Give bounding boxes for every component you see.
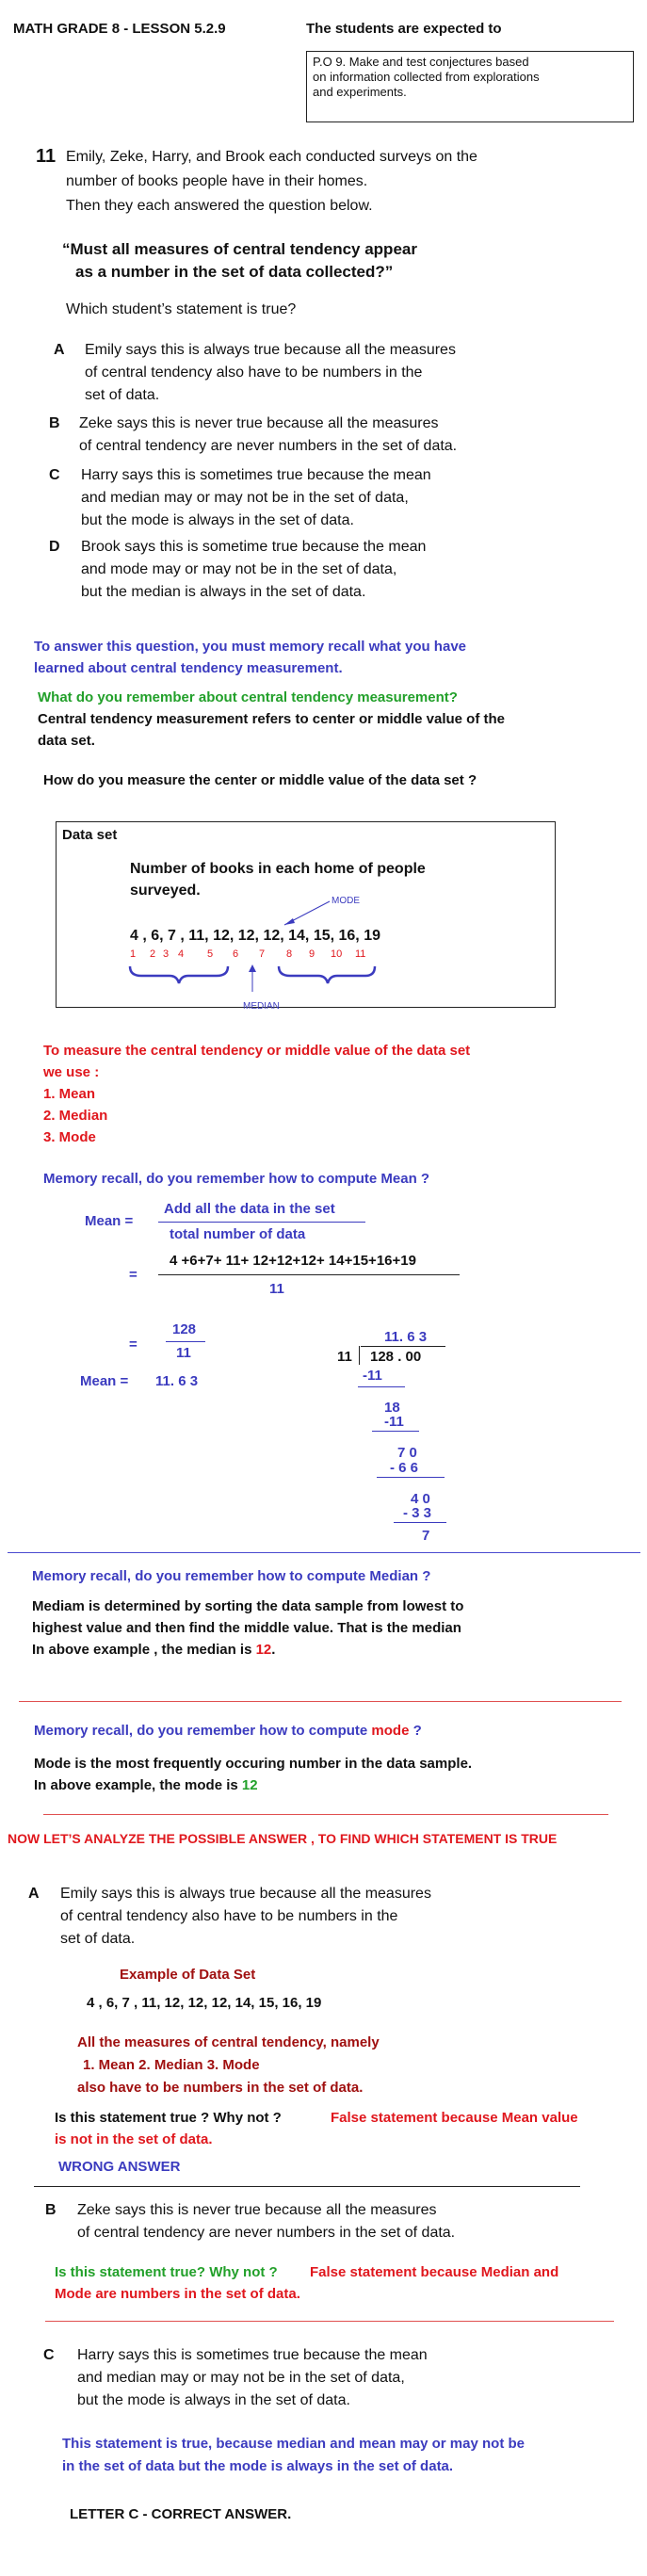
mean-numerator: Add all the data in the set bbox=[164, 1201, 335, 1217]
division-quotient: 11. 6 3 bbox=[384, 1329, 428, 1345]
analyze-c-verdict: in the set of data but the mode is always in the set of data. bbox=[62, 2458, 454, 2474]
example-title: Example of Data Set bbox=[120, 1967, 256, 1983]
section-divider bbox=[8, 1552, 640, 1553]
index-label: 5 bbox=[207, 948, 214, 960]
median-line: Mediam is determined by sorting the data sample from lowest to bbox=[32, 1598, 464, 1614]
mode-line: Mode is the most frequently occuring number in the data sample. bbox=[34, 1756, 473, 1772]
mode-example bbox=[34, 1777, 258, 1793]
division-step: - 3 3 bbox=[403, 1505, 432, 1521]
division-rule bbox=[372, 1431, 419, 1432]
division-bar bbox=[361, 1346, 445, 1347]
division-bracket bbox=[359, 1346, 360, 1365]
dataset-caption: surveyed. bbox=[130, 883, 201, 899]
division-step: -11 bbox=[384, 1414, 404, 1430]
intro-blue-line: To answer this question, you must memory recall what you have bbox=[34, 639, 467, 655]
index-label: 10 bbox=[331, 948, 343, 960]
analyze-b-line: Zeke says this is never true because all the measures bbox=[77, 2202, 437, 2218]
index-label: 9 bbox=[309, 948, 315, 960]
mean-heading: Memory recall, do you remember how to compute Mean ? bbox=[43, 1171, 430, 1187]
division-dividend: 128 . 00 bbox=[370, 1349, 422, 1365]
division-divisor: 11 bbox=[337, 1349, 352, 1365]
analyze-heading: NOW LET’S ANALYZE THE POSSIBLE ANSWER , TO FIND WHICH STATEMENT IS TRUE bbox=[8, 1831, 558, 1846]
measures-list: 1. Mean 2. Median 3. Mode bbox=[83, 2057, 260, 2073]
sum-fraction-bar bbox=[158, 1274, 460, 1275]
intro-black-line: Central tendency measurement refers to center or middle value of the bbox=[38, 711, 505, 727]
po-line-3: and experiments. bbox=[313, 85, 407, 99]
equals-sign: = bbox=[129, 1267, 137, 1283]
dataset-label: Data set bbox=[62, 827, 118, 843]
analyze-b-verdict: False statement because Median and bbox=[310, 2264, 559, 2280]
analyze-c-line: and median may or may not be in the set of data, bbox=[77, 2370, 405, 2386]
index-label: 7 bbox=[259, 948, 266, 960]
measure-line: 1. Mean bbox=[43, 1086, 96, 1102]
mean-label: Mean = bbox=[85, 1213, 134, 1229]
analyze-a-line: set of data. bbox=[60, 1931, 136, 1947]
mean-fraction-bar bbox=[158, 1222, 365, 1223]
question-number: 11 bbox=[36, 146, 57, 167]
measure-line: To measure the central tendency or middle value of the data set bbox=[43, 1043, 471, 1059]
analyze-c-letter: C bbox=[43, 2347, 55, 2363]
right-brace bbox=[279, 966, 375, 983]
intro-black-line: data set. bbox=[38, 733, 95, 749]
sum-expression: 4 +6+7+ 11+ 12+12+12+ 14+15+16+19 bbox=[170, 1253, 416, 1269]
analyze-b-ask: Is this statement true? Why not ? bbox=[55, 2264, 278, 2280]
measure-line: 2. Median bbox=[43, 1108, 108, 1124]
analyze-a-verdict: is not in the set of data. bbox=[55, 2131, 213, 2147]
division-step: 7 0 bbox=[397, 1445, 417, 1461]
question-ask: Which student’s statement is true? bbox=[66, 301, 297, 317]
option-d-letter: D bbox=[49, 539, 60, 555]
how-question: How do you measure the center or middle value of the data set ? bbox=[43, 772, 477, 788]
quote-line-2: as a number in the set of data collected?” bbox=[75, 263, 394, 281]
index-label: 1 bbox=[130, 948, 137, 960]
analyze-b-verdict: Mode are numbers in the set of data. bbox=[55, 2286, 300, 2302]
example-values: 4 , 6, 7 , 11, 12, 12, 12, 14, 15, 16, 19 bbox=[87, 1995, 322, 2011]
option-a-line: of central tendency also have to be numbers in the bbox=[85, 365, 423, 381]
option-a-line: set of data. bbox=[85, 387, 160, 403]
median-label: MEDIAN bbox=[243, 1001, 280, 1012]
division-remainder: 7 bbox=[422, 1528, 430, 1544]
dataset-values: 4 , 6, 7 , 11, 12, 12, 12, 14, 15, 16, 19 bbox=[130, 928, 380, 944]
stem-line-1: Emily, Zeke, Harry, and Brook each conducted surveys on the bbox=[66, 149, 477, 165]
measure-line: 3. Mode bbox=[43, 1129, 96, 1145]
expectation-heading: The students are expected to bbox=[306, 21, 502, 37]
intro-blue-line: learned about central tendency measurement. bbox=[34, 660, 343, 676]
division-rule bbox=[394, 1522, 446, 1523]
left-brace bbox=[130, 966, 228, 983]
median-heading: Memory recall, do you remember how to compute Median ? bbox=[32, 1568, 431, 1584]
mode-heading-word: mode bbox=[371, 1723, 410, 1739]
option-b-line: Zeke says this is never true because all the measures bbox=[79, 415, 439, 431]
quote-line-1: “Must all measures of central tendency appear bbox=[62, 240, 417, 258]
index-label: 4 bbox=[178, 948, 185, 960]
option-c-line: and median may or may not be in the set of data, bbox=[81, 490, 409, 506]
index-label: 6 bbox=[233, 948, 239, 960]
section-divider bbox=[45, 2321, 614, 2322]
stem-line-3: Then they each answered the question below. bbox=[66, 198, 373, 214]
analyze-b-letter: B bbox=[45, 2202, 57, 2218]
option-d-line: and mode may or may not be in the set of data, bbox=[81, 561, 397, 577]
also-line: also have to be numbers in the set of data. bbox=[77, 2080, 364, 2096]
analyze-a-ask: Is this statement true ? Why not ? bbox=[55, 2110, 282, 2126]
median-example-value: 12 bbox=[255, 1642, 272, 1658]
count-denominator: 11 bbox=[269, 1281, 284, 1297]
mode-example-text: In above example, the mode is bbox=[34, 1777, 242, 1793]
division-rule bbox=[358, 1386, 405, 1387]
po-box bbox=[306, 51, 634, 122]
intro-green-line: What do you remember about central tendency measurement? bbox=[38, 689, 458, 705]
lesson-title: MATH GRADE 8 - LESSON 5.2.9 bbox=[13, 21, 226, 37]
index-label: 3 bbox=[163, 948, 170, 960]
analyze-a-line: of central tendency also have to be numbers in the bbox=[60, 1908, 398, 1924]
analyze-c-verdict: This statement is true, because median and mean may or may not be bbox=[62, 2436, 525, 2452]
correct-answer-label: LETTER C - CORRECT ANSWER. bbox=[70, 2506, 292, 2522]
fraction-denominator: 11 bbox=[176, 1345, 191, 1361]
analyze-a-verdict: False statement because Mean value bbox=[331, 2110, 578, 2126]
option-c-line: but the mode is always in the set of data. bbox=[81, 512, 354, 528]
division-step: - 6 6 bbox=[390, 1460, 419, 1476]
equals-sign: = bbox=[129, 1337, 137, 1353]
division-rule bbox=[377, 1477, 445, 1478]
division-step: 4 0 bbox=[411, 1491, 430, 1507]
mode-arrow-head bbox=[284, 918, 295, 925]
fraction-bar bbox=[166, 1341, 205, 1342]
analyze-a-line: Emily says this is always true because all the measures bbox=[60, 1886, 431, 1902]
mode-heading-suffix: ? bbox=[409, 1723, 422, 1739]
analyze-c-line: but the mode is always in the set of data. bbox=[77, 2392, 350, 2408]
measure-line: we use : bbox=[43, 1064, 100, 1080]
wrong-answer-label: WRONG ANSWER bbox=[58, 2159, 181, 2175]
mode-heading bbox=[34, 1723, 422, 1739]
option-a-line: Emily says this is always true because all the measures bbox=[85, 342, 456, 358]
fraction-numerator: 128 bbox=[172, 1321, 197, 1337]
dataset-annotations bbox=[122, 893, 424, 996]
median-example-text: In above example , the median is bbox=[32, 1642, 256, 1658]
mean-denominator: total number of data bbox=[170, 1226, 306, 1242]
index-label: 11 bbox=[355, 948, 366, 960]
mean-result-label: Mean = bbox=[80, 1373, 129, 1389]
mode-label: MODE bbox=[332, 896, 360, 906]
analyze-b-line: of central tendency are never numbers in the set of data. bbox=[77, 2225, 456, 2241]
option-c-line: Harry says this is sometimes true because the mean bbox=[81, 467, 431, 483]
mode-example-value: 12 bbox=[241, 1777, 258, 1793]
section-divider bbox=[43, 1814, 608, 1815]
median-example-suffix: . bbox=[271, 1642, 276, 1658]
po-line-1: P.O 9. Make and test conjectures based bbox=[313, 55, 529, 69]
option-b-line: of central tendency are never numbers in the set of data. bbox=[79, 438, 458, 454]
mode-heading-text: Memory recall, do you remember how to compute bbox=[34, 1723, 372, 1739]
po-line-2: on information collected from explorations bbox=[313, 70, 540, 84]
stem-line-2: number of books people have in their homes. bbox=[66, 173, 368, 189]
index-label: 8 bbox=[286, 948, 293, 960]
dataset-caption: Number of books in each home of people bbox=[130, 861, 426, 877]
median-example bbox=[32, 1642, 275, 1658]
option-d-line: but the median is always in the set of data. bbox=[81, 584, 366, 600]
option-b-letter: B bbox=[49, 415, 60, 431]
mean-result: 11. 6 3 bbox=[155, 1373, 199, 1389]
section-divider bbox=[19, 1701, 622, 1702]
division-step: -11 bbox=[363, 1368, 382, 1384]
option-c-letter: C bbox=[49, 467, 60, 483]
analyze-a-letter: A bbox=[28, 1886, 40, 1902]
division-step: 18 bbox=[384, 1400, 400, 1416]
section-divider bbox=[34, 2186, 580, 2187]
option-a-letter: A bbox=[54, 342, 65, 358]
index-label: 2 bbox=[150, 948, 156, 960]
analyze-c-line: Harry says this is sometimes true because the mean bbox=[77, 2347, 428, 2363]
option-d-line: Brook says this is sometime true because the mean bbox=[81, 539, 427, 555]
all-measures-line: All the measures of central tendency, namely bbox=[77, 2034, 380, 2050]
median-arrow-head bbox=[249, 964, 256, 972]
median-line: highest value and then find the middle value. That is the median bbox=[32, 1620, 461, 1636]
